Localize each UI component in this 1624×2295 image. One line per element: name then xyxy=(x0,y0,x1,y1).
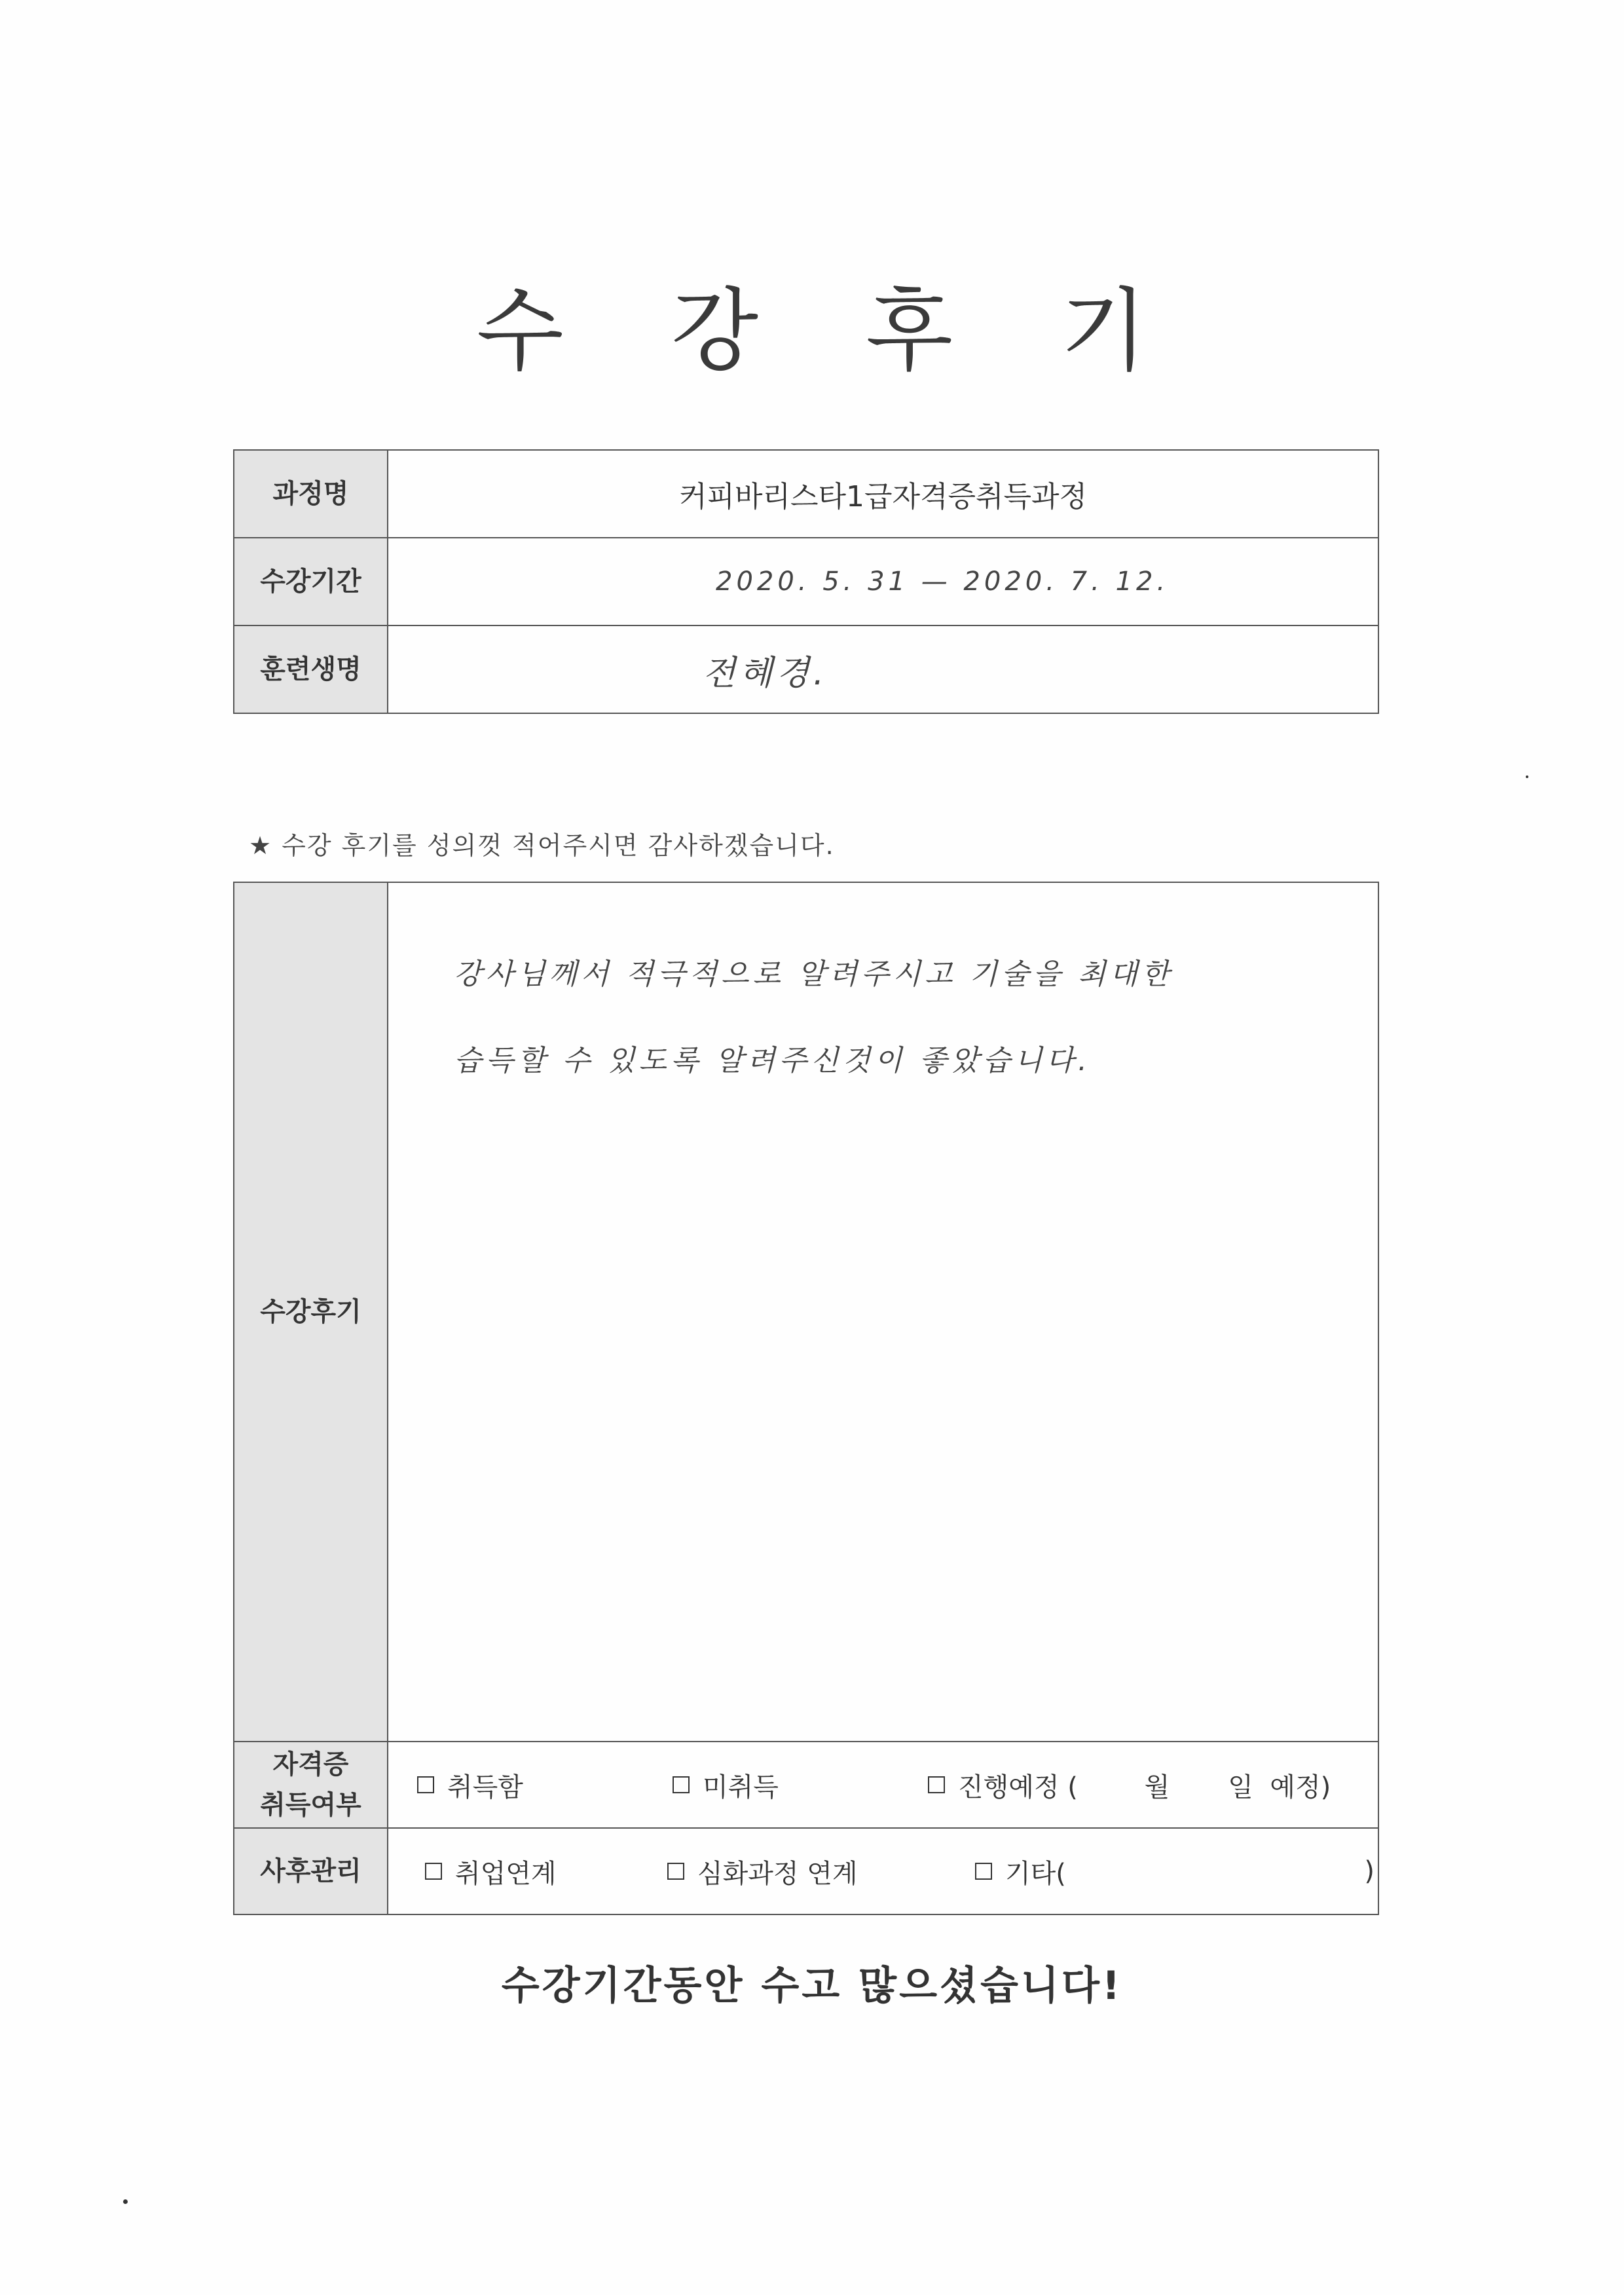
trainee-row xyxy=(234,625,1378,713)
option-advanced-course-label: 심화과정 연계 xyxy=(697,1858,858,1889)
scan-speck xyxy=(1526,775,1528,778)
trainee-cell xyxy=(388,625,1378,713)
course-value: 커피바리스타1급자격증취득과정 xyxy=(388,450,1378,538)
option-acquired[interactable] xyxy=(417,1766,673,1804)
period-value: 2020. 5. 31 — 2020. 7. 12. xyxy=(716,567,1170,597)
certificate-label xyxy=(234,1742,388,1828)
review-label: 수강후기 xyxy=(234,882,388,1742)
checkbox-not-acquired[interactable] xyxy=(673,1776,690,1793)
review-table xyxy=(233,882,1379,1915)
review-text xyxy=(388,883,1378,1104)
period-cell xyxy=(388,538,1378,625)
course-info-table xyxy=(233,449,1379,714)
period-row xyxy=(234,538,1378,625)
closing-message: 수강기간동안 수고 많으셨습니다! xyxy=(501,1963,1123,2009)
aftercare-label: 사후관리 xyxy=(234,1828,388,1914)
option-in-progress[interactable] xyxy=(928,1766,1331,1804)
option-job-link[interactable] xyxy=(425,1853,667,1890)
checkbox-other[interactable] xyxy=(975,1863,992,1880)
option-other-label: 기타( xyxy=(1005,1858,1066,1889)
review-line: 강사님께서 적극적으로 알려주시고 기술을 최대한 xyxy=(454,958,1173,991)
instruction-note: ★ 수강 후기를 성의껏 적어주시면 감사하겠습니다. xyxy=(249,831,835,860)
option-in-progress-label: 진행예정 ( 월 일 예정) xyxy=(958,1772,1331,1802)
checkbox-job-link[interactable] xyxy=(425,1863,442,1880)
aftercare-options xyxy=(388,1828,1378,1914)
review-row xyxy=(234,882,1378,1742)
scan-speck xyxy=(123,2199,128,2204)
aftercare-row xyxy=(234,1828,1378,1914)
certificate-options xyxy=(388,1742,1378,1828)
certificate-label-line1: 자격증 xyxy=(272,1749,349,1780)
option-acquired-label: 취득함 xyxy=(447,1772,523,1802)
review-cell xyxy=(388,882,1378,1742)
option-not-acquired-label: 미취득 xyxy=(703,1772,779,1802)
option-not-acquired[interactable] xyxy=(673,1766,928,1804)
trainee-label: 훈련생명 xyxy=(234,625,388,713)
option-other[interactable] xyxy=(975,1853,1375,1890)
checkbox-acquired[interactable] xyxy=(417,1776,434,1793)
certificate-row xyxy=(234,1742,1378,1828)
course-row xyxy=(234,450,1378,538)
certificate-label-line2: 취득여부 xyxy=(260,1790,361,1820)
option-advanced-course[interactable] xyxy=(667,1853,975,1890)
course-label: 과정명 xyxy=(234,450,388,538)
checkbox-advanced-course[interactable] xyxy=(667,1863,684,1880)
option-job-link-label: 취업연계 xyxy=(455,1858,557,1889)
option-other-close: ) xyxy=(1364,1856,1375,1886)
period-label: 수강기간 xyxy=(234,538,388,625)
checkbox-in-progress[interactable] xyxy=(928,1776,945,1793)
trainee-name-handwritten: 전혜경. xyxy=(703,653,828,693)
page-title: 수 강 후 기 xyxy=(476,278,1187,384)
review-line: 습득할 수 있도록 알려주신것이 좋았습니다. xyxy=(454,1044,1092,1077)
